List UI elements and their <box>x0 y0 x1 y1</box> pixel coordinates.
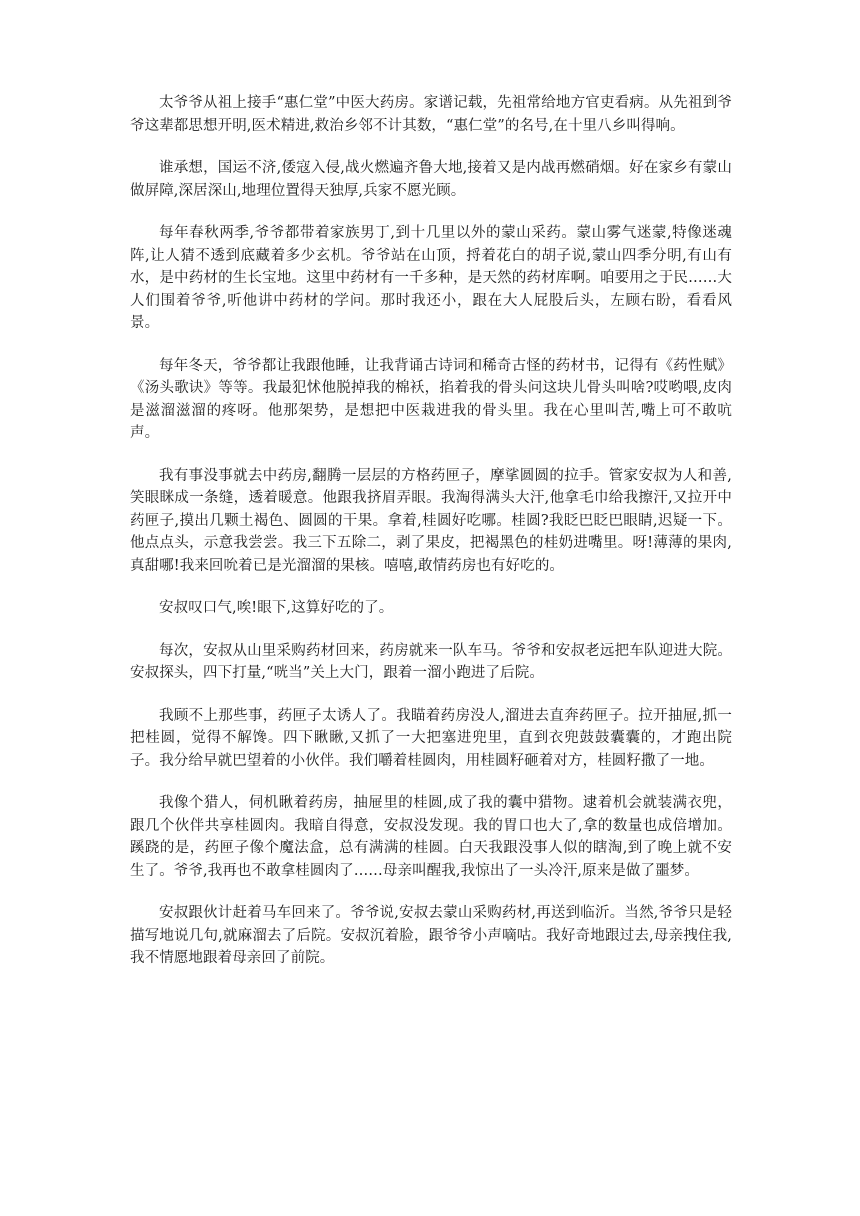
paragraph-5: 我有事没事就去中药房,翻腾一层层的方格药匣子，摩挲圆圆的拉手。管家安叔为人和善,笑眼眯成一条缝，透着暖意。他跟我挤眉弄眼。我淘得满头大汗,他拿毛巾给我擦汗,又拉开中药匣子,摸出几颗土褐色、圆圆的干果。拿着,桂圆好吃哪。桂圆?我眨巴眨巴眼睛,迟疑一下。他点点头，示意我尝尝。我三下五除二，剥了果皮，把褐黑色的桂奶进嘴里。呀!薄薄的果肉,真甜哪!我来回吮着已是光溜溜的果核。嘻嘻,敢情药房也有好吃的。 <box>130 467 732 574</box>
paragraph-9: 我像个猎人，伺机瞅着药房，抽屉里的桂圆,成了我的囊中猎物。逮着机会就装满衣兜，跟几个伙伴共享桂圆肉。我暗自得意，安叔没发现。我的胃口也大了,拿的数量也成倍增加。蹊跷的是，药匣子像个魔法盒，总有满满的桂圆。白天我跟没事人似的瞎淘,到了晚上就不安生了。爷爷,我再也不敢拿桂圆肉了……母亲叫醒我,我惊出了一头冷汗,原来是做了噩梦。 <box>130 795 732 879</box>
paragraph-7: 每次，安叔从山里采购药材回来，药房就来一队车马。爷爷和安叔老远把车队迎进大院。安叔探头，四下打量,“咣当”关上大门，跟着一溜小跑进了后院。 <box>130 642 732 681</box>
paragraph-4: 每年冬天，爷爷都让我跟他睡，让我背诵古诗词和稀奇古怪的药材书，记得有《药性赋》《汤头歌诀》等等。我最犯怵他脱掉我的棉袄，掐着我的骨头问这块儿骨头叫啥?哎哟喂,皮肉是滋溜滋溜的疼呀。他那架势，是想把中医栽进我的骨头里。我在心里叫苦,嘴上可不敢吭声。 <box>130 357 732 441</box>
paragraph-6: 安叔叹口气,唉!眼下,这算好吃的了。 <box>159 600 394 616</box>
article-body <box>130 92 732 990</box>
paragraph-2: 谁承想，国运不济,倭寇入侵,战火燃遍齐鲁大地,接着又是内战再燃硝烟。好在家乡有蒙山做屏障,深居深山,地理位置得天独厚,兵家不愿光顾。 <box>130 160 732 199</box>
paragraph-8: 我顾不上那些事，药匣子太诱人了。我瞄着药房没人,溜进去直奔药匣子。拉开抽屉,抓一把桂圆，觉得不解馋。四下瞅瞅,又抓了一大把塞进兜里，直到衣兜鼓鼓囊囊的，才跑出院子。我分给早就巴望着的小伙伴。我们嚼着桂圆肉，用桂圆籽砸着对方，桂圆籽撒了一地。 <box>130 707 732 769</box>
paragraph-3: 每年春秋两季,爷爷都带着家族男丁,到十几里以外的蒙山采药。蒙山雾气迷蒙,特像迷魂阵,让人猜不透到底藏着多少玄机。爷爷站在山顶，捋着花白的胡子说,蒙山四季分明,有山有水，是中药材的生长宝地。这里中药材有一千多种，是天然的药材库啊。咱要用之于民……大人们围着爷爷,听他讲中药材的学问。那时我还小，跟在大人屁股后头，左顾右盼，看看风景。 <box>130 225 732 331</box>
paragraph-10: 安叔跟伙计赶着马车回来了。爷爷说,安叔去蒙山采购药材,再送到临沂。当然,爷爷只是轻描写地说几句,就麻溜去了后院。安叔沉着脸，跟爷爷小声嘀咕。我好奇地跟过去,母亲拽住我,我不情愿地跟着母亲回了前院。 <box>130 905 732 966</box>
paragraph-1: 太爷爷从祖上接手“惠仁堂”中医大药房。家谱记载，先祖常给地方官吏看病。从先祖到爷爷这辈都思想开明,医术精进,救治乡邻不计其数，“惠仁堂”的名号,在十里八乡叫得响。 <box>130 95 732 134</box>
